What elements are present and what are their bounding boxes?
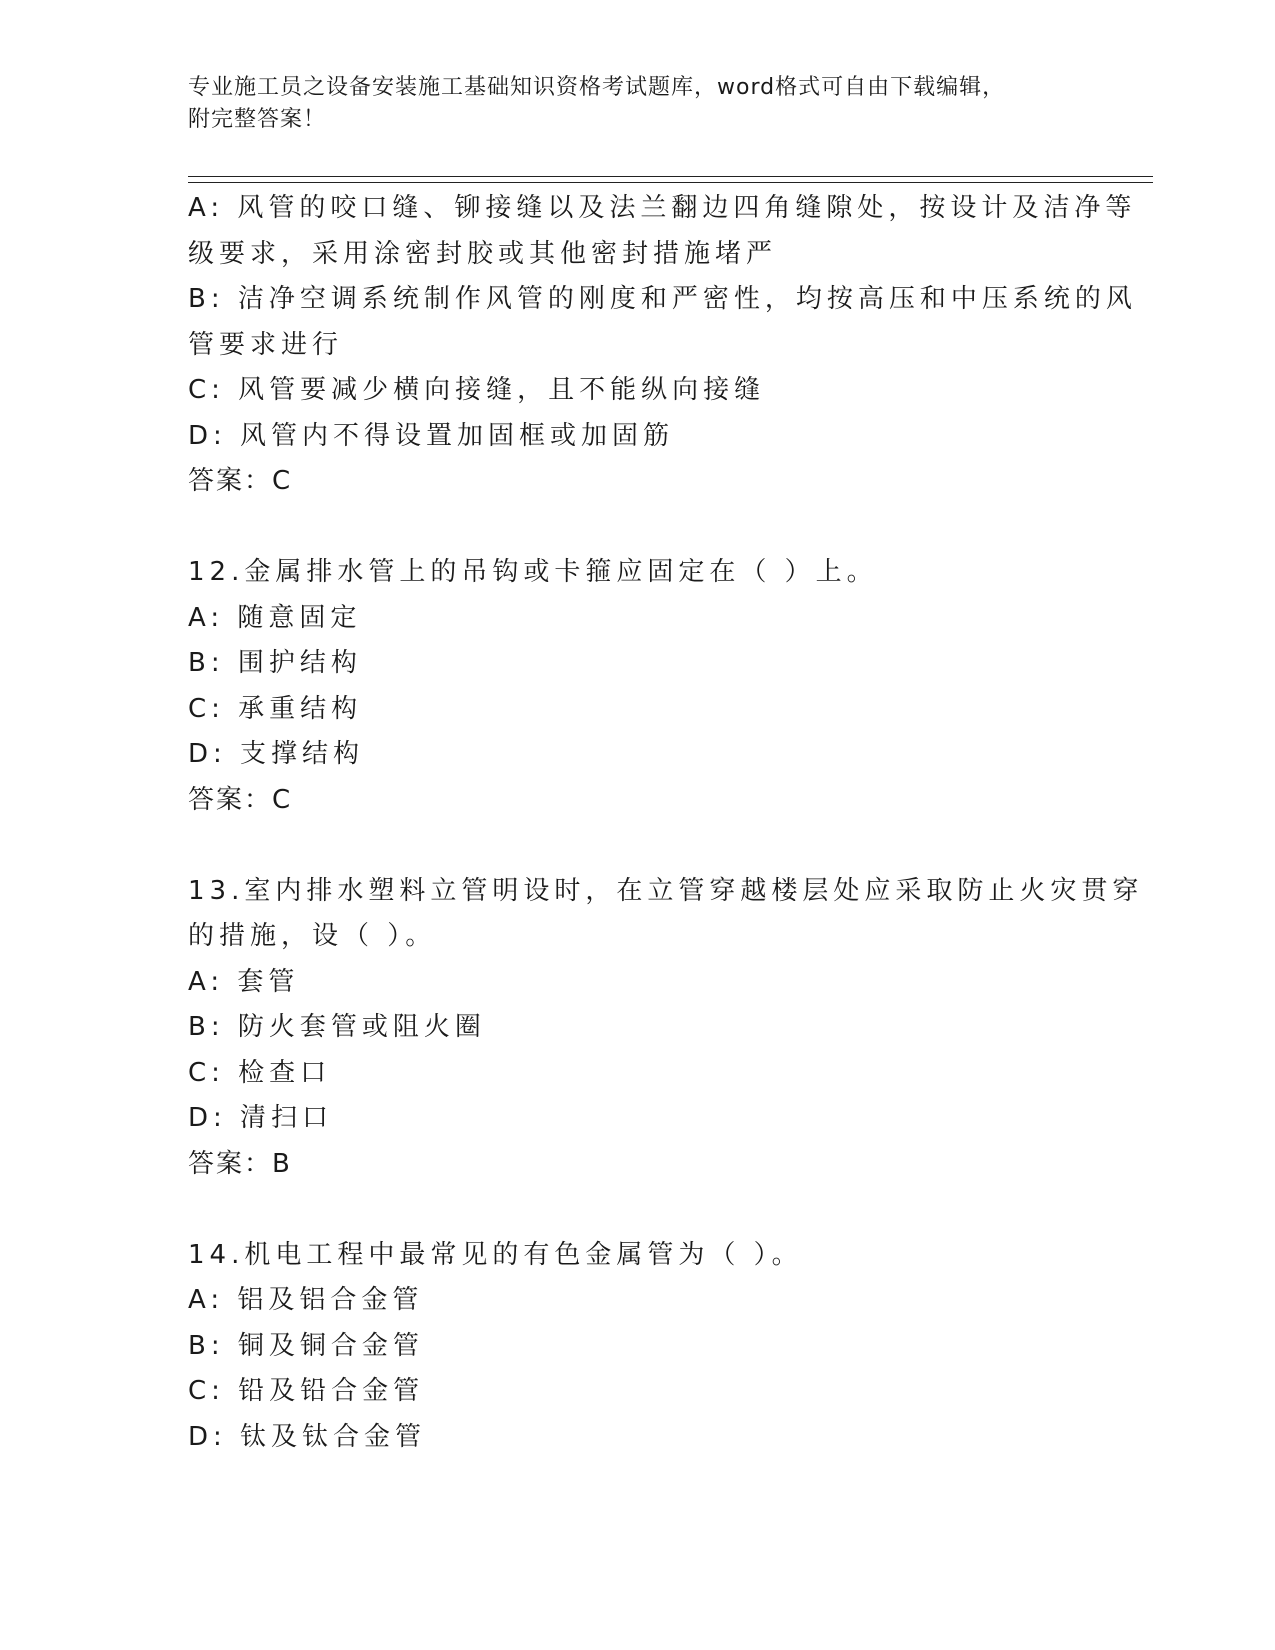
option-d: D: 风管内不得设置加固框或加固筋 <box>188 420 675 451</box>
option-d: D: 清扫口 <box>188 1103 334 1133</box>
spacer <box>188 505 1088 551</box>
option-b: B: 围护结构 <box>188 648 362 678</box>
option-a: A: 铝及铝合金管 <box>188 1285 424 1315</box>
spacer <box>188 1187 1088 1233</box>
question-stem: 12.金属排水管上的吊钩或卡箍应固定在（ ）上。 <box>188 557 878 587</box>
option-b-line-2: 管要求进行 <box>188 329 344 360</box>
option-c: C: 检查口 <box>188 1057 332 1088</box>
option-d: D: 支撑结构 <box>188 739 365 769</box>
option-b-line-1: B: 洁净空调系统制作风管的刚度和严密性，均按高压和中压系统的风 <box>188 284 1137 314</box>
answer: 答案：B <box>188 1148 292 1179</box>
header-line-1: 专业施工员之设备安装施工基础知识资格考试题库，word格式可自由下载编辑， <box>188 75 1006 100</box>
option-d: D: 钛及钛合金管 <box>188 1421 427 1452</box>
question-12 <box>188 550 1088 823</box>
question-stem-line-1: 13.室内排水塑料立管明设时，在立管穿越楼层处应采取防止火灾贯穿 <box>188 875 1144 906</box>
option-c: C: 铅及铅合金管 <box>188 1376 425 1406</box>
option-a-line-2: 级要求，采用涂密封胶或其他密封措施堵严 <box>188 238 778 269</box>
header-line-2: 附完整答案！ <box>188 107 327 132</box>
question-stem: 14.机电工程中最常见的有色金属管为（ ）。 <box>188 1239 803 1270</box>
option-a-line-1: A: 风管的咬口缝、铆接缝以及法兰翻边四角缝隙处，按设计及洁净等 <box>188 193 1137 223</box>
spacer <box>188 823 1088 869</box>
option-a: A: 随意固定 <box>188 602 362 633</box>
question-14 <box>188 1233 1088 1461</box>
question-stem-line-2: 的措施，设（ ）。 <box>188 921 437 951</box>
answer: 答案：C <box>188 784 293 815</box>
question-13 <box>188 869 1144 1188</box>
document-header <box>188 72 1088 136</box>
question-list <box>188 186 1144 1460</box>
header-divider-bottom <box>188 182 1153 183</box>
option-c: C: 承重结构 <box>188 693 363 724</box>
option-b: B: 防火套管或阻火圈 <box>188 1012 486 1042</box>
option-a: A: 套管 <box>188 966 300 997</box>
option-b: B: 铜及铜合金管 <box>188 1330 424 1361</box>
question-11 <box>188 186 1137 505</box>
option-c: C: 风管要减少横向接缝，且不能纵向接缝 <box>188 375 766 405</box>
answer: 答案：C <box>188 466 293 496</box>
header-divider-top <box>188 176 1153 177</box>
